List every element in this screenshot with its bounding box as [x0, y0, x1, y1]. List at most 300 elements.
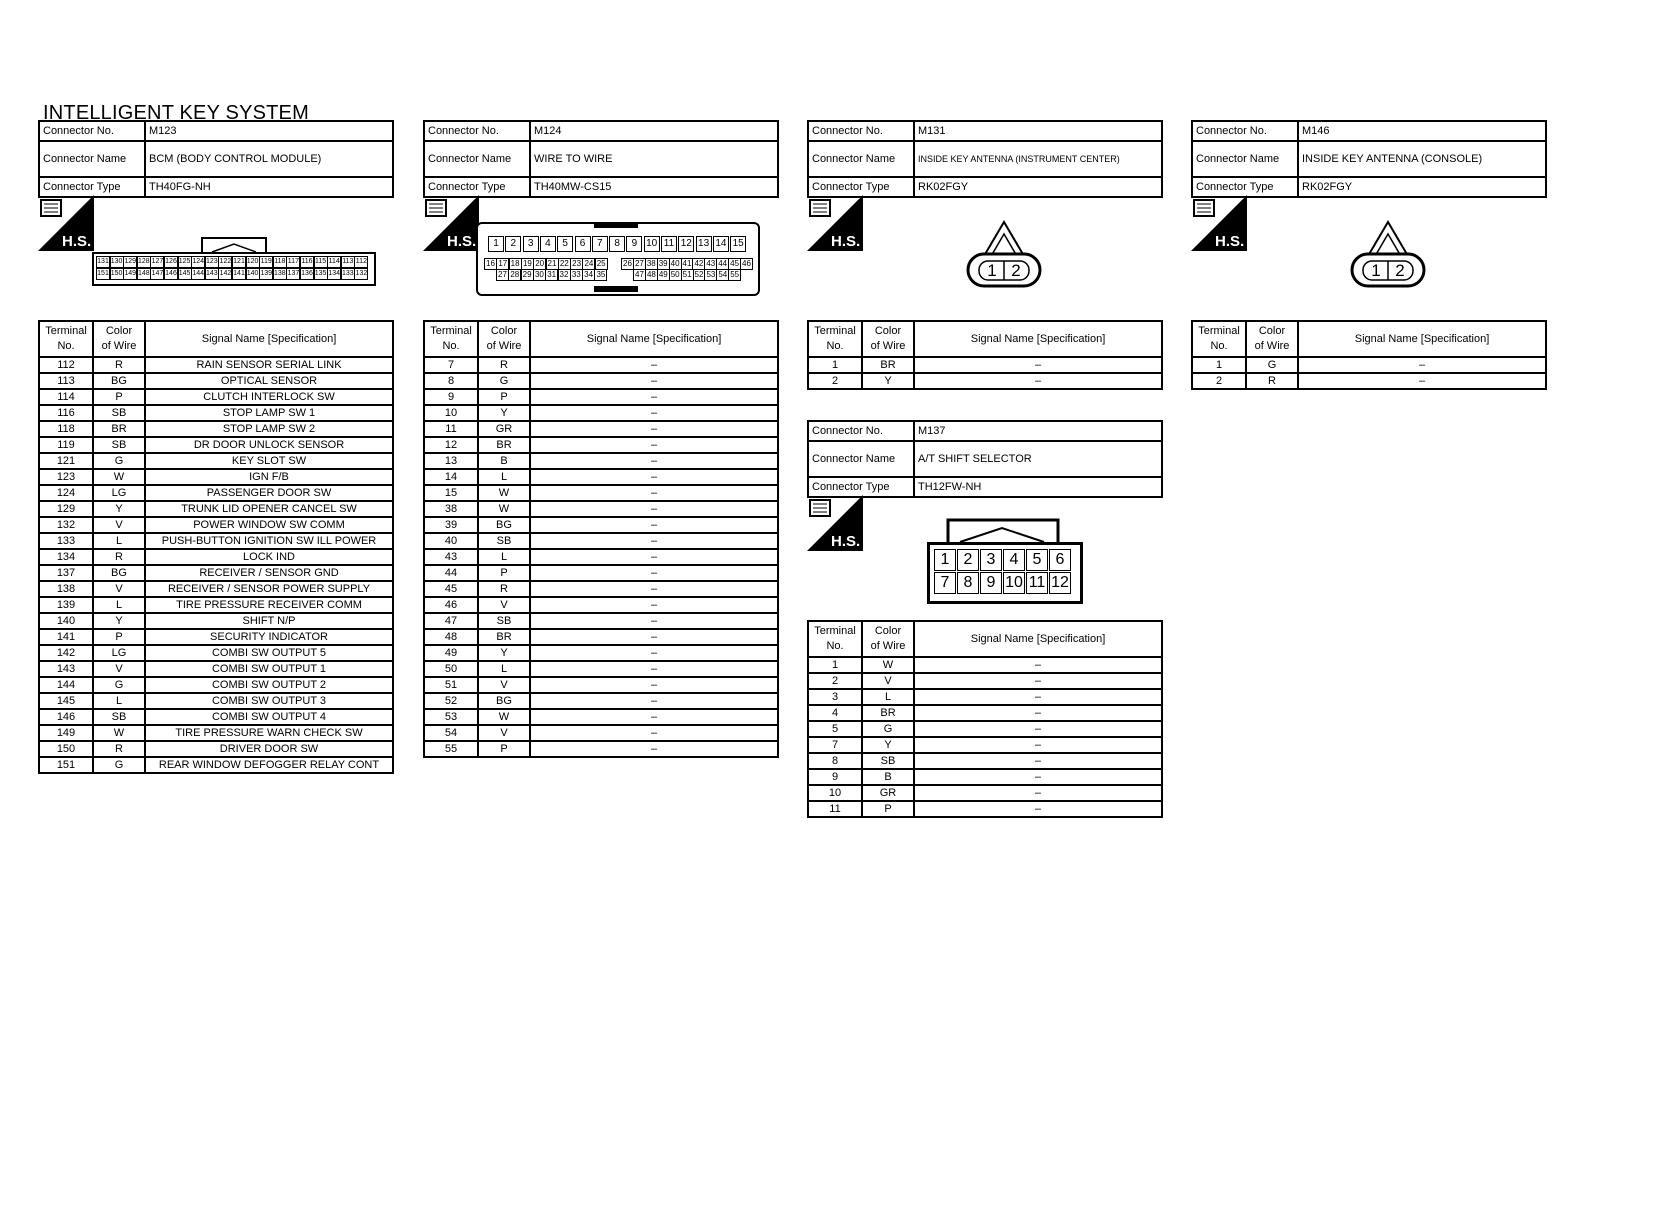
label-connector-name: Connector Name — [808, 141, 914, 177]
signal-name-cell: – — [914, 785, 1162, 801]
m124-pin: 7 — [592, 236, 608, 252]
m124-pin: 43 — [704, 258, 717, 270]
m124-pin: 19 — [521, 258, 534, 270]
signal-name-cell: – — [530, 645, 778, 661]
m137-pin: 12 — [1049, 572, 1071, 594]
m124-pin: 55 — [728, 269, 741, 281]
signal-name-cell: DR DOOR UNLOCK SENSOR — [145, 437, 393, 453]
table-row — [39, 517, 393, 533]
table-row — [424, 597, 778, 613]
signal-name-cell: COMBI SW OUTPUT 4 — [145, 709, 393, 725]
hs-label: H.S. — [447, 233, 477, 250]
table-row — [808, 373, 1162, 389]
label-connector-no: Connector No. — [424, 121, 530, 141]
m123-pin: 122 — [218, 256, 232, 268]
terminal-cell: 145 — [39, 693, 93, 709]
m123-pin: 126 — [164, 256, 178, 268]
terminal-cell: 3 — [808, 689, 862, 705]
signal-name-cell: – — [530, 389, 778, 405]
m137-signal-table — [807, 620, 1163, 818]
wire-color-cell: GR — [862, 785, 914, 801]
table-row — [39, 565, 393, 581]
m124-pin: 50 — [669, 269, 682, 281]
m124-pin: 42 — [692, 258, 705, 270]
m131-name: INSIDE KEY ANTENNA (INSTRUMENT CENTER) — [914, 141, 1162, 177]
m123-pin: 116 — [300, 256, 314, 268]
m124-pin: 21 — [546, 258, 559, 270]
signal-name-cell: – — [530, 533, 778, 549]
col-color: Color of Wire — [478, 321, 530, 357]
signal-name-cell: PASSENGER DOOR SW — [145, 485, 393, 501]
signal-name-cell: – — [530, 485, 778, 501]
m124-header — [423, 120, 779, 198]
table-row — [39, 725, 393, 741]
m124-pin: 8 — [609, 236, 625, 252]
wire-color-cell: R — [93, 357, 145, 373]
m137-header — [807, 420, 1163, 498]
signal-name-cell: – — [530, 677, 778, 693]
m124-name: WIRE TO WIRE — [530, 141, 778, 177]
signal-name-cell: – — [530, 469, 778, 485]
table-row — [424, 709, 778, 725]
terminal-cell: 141 — [39, 629, 93, 645]
wire-color-cell: BR — [93, 421, 145, 437]
terminal-cell: 114 — [39, 389, 93, 405]
m124-pin: 29 — [521, 269, 534, 281]
table-row — [424, 645, 778, 661]
table-row — [39, 421, 393, 437]
col-color: Color of Wire — [862, 321, 914, 357]
signal-name-cell: – — [530, 741, 778, 757]
m123-pin: 115 — [314, 256, 328, 268]
table-row — [424, 725, 778, 741]
wire-color-cell: SB — [93, 405, 145, 421]
table-row — [424, 357, 778, 373]
signal-name-cell: SHIFT N/P — [145, 613, 393, 629]
m124-pin: 10 — [644, 236, 660, 252]
m123-pin: 138 — [273, 268, 287, 280]
terminal-cell: 1 — [808, 357, 862, 373]
terminal-cell: 49 — [424, 645, 478, 661]
m124-pin: 28 — [508, 269, 521, 281]
m124-pin: 34 — [582, 269, 595, 281]
wire-color-cell: Y — [862, 737, 914, 753]
wire-color-cell: G — [862, 721, 914, 737]
wire-color-cell: L — [862, 689, 914, 705]
m123-pin: 132 — [354, 268, 368, 280]
signal-name-cell: – — [530, 501, 778, 517]
col-terminal: Terminal No. — [808, 621, 862, 657]
signal-name-cell: RECEIVER / SENSOR POWER SUPPLY — [145, 581, 393, 597]
table-row — [808, 689, 1162, 705]
table-row — [39, 501, 393, 517]
table-row — [808, 769, 1162, 785]
terminal-cell: 151 — [39, 757, 93, 773]
table-row — [424, 581, 778, 597]
table-row — [39, 405, 393, 421]
wire-color-cell: W — [862, 657, 914, 673]
m123-pin: 148 — [137, 268, 151, 280]
table-row — [424, 533, 778, 549]
wire-color-cell: SB — [93, 709, 145, 725]
table-row — [39, 693, 393, 709]
table-row — [39, 581, 393, 597]
table-row — [424, 565, 778, 581]
wire-color-cell: G — [478, 373, 530, 389]
m123-pin: 125 — [178, 256, 192, 268]
m123-pin: 120 — [246, 256, 260, 268]
m123-pin: 142 — [218, 268, 232, 280]
m123-pin: 146 — [164, 268, 178, 280]
m124-pin: 25 — [595, 258, 608, 270]
terminal-cell: 45 — [424, 581, 478, 597]
m123-pin: 128 — [137, 256, 151, 268]
signal-name-cell: IGN F/B — [145, 469, 393, 485]
wire-color-cell: BR — [862, 357, 914, 373]
m137-pin: 7 — [934, 572, 956, 594]
label-connector-no: Connector No. — [39, 121, 145, 141]
m123-pin: 131 — [96, 256, 110, 268]
table-row — [39, 741, 393, 757]
signal-name-cell: – — [1298, 373, 1546, 389]
wire-color-cell: SB — [478, 533, 530, 549]
m124-pin: 54 — [716, 269, 729, 281]
m137-pin: 6 — [1049, 549, 1071, 571]
terminal-cell: 9 — [424, 389, 478, 405]
terminal-cell: 7 — [808, 737, 862, 753]
m123-pin: 140 — [246, 268, 260, 280]
table-row — [424, 469, 778, 485]
col-terminal: Terminal No. — [808, 321, 862, 357]
m124-pin: 27 — [633, 258, 646, 270]
wire-color-cell: V — [93, 661, 145, 677]
terminal-cell: 2 — [808, 673, 862, 689]
m123-signal-table — [38, 320, 394, 774]
wire-color-cell: Y — [478, 645, 530, 661]
m123-pin: 121 — [232, 256, 246, 268]
m123-pin: 117 — [286, 256, 300, 268]
m123-pin: 144 — [191, 268, 205, 280]
signal-name-cell: COMBI SW OUTPUT 5 — [145, 645, 393, 661]
terminal-cell: 118 — [39, 421, 93, 437]
col-signal: Signal Name [Specification] — [1298, 321, 1546, 357]
m123-pin: 127 — [150, 256, 164, 268]
signal-name-cell: – — [1298, 357, 1546, 373]
m137-pin: 1 — [934, 549, 956, 571]
terminal-cell: 129 — [39, 501, 93, 517]
terminal-cell: 112 — [39, 357, 93, 373]
table-row — [39, 357, 393, 373]
wire-color-cell: Y — [862, 373, 914, 389]
table-row — [39, 485, 393, 501]
m124-pin: 22 — [558, 258, 571, 270]
wire-color-cell: L — [478, 549, 530, 565]
wire-color-cell: P — [478, 565, 530, 581]
signal-name-cell: STOP LAMP SW 1 — [145, 405, 393, 421]
wire-color-cell: W — [93, 469, 145, 485]
label-connector-name: Connector Name — [808, 441, 914, 477]
m124-pin: 2 — [505, 236, 521, 252]
m137-pin: 10 — [1003, 572, 1025, 594]
table-row — [39, 549, 393, 565]
wire-color-cell: L — [93, 597, 145, 613]
table-row — [808, 673, 1162, 689]
m124-pin: 16 — [484, 258, 497, 270]
m137-pin: 3 — [980, 549, 1002, 571]
wire-color-cell: V — [93, 581, 145, 597]
m124-pin: 53 — [704, 269, 717, 281]
hs-icon — [423, 195, 479, 251]
m124-type: TH40MW-CS15 — [530, 177, 778, 197]
page-title: INTELLIGENT KEY SYSTEM — [43, 102, 309, 124]
hs-label: H.S. — [62, 233, 92, 250]
m124-pin: 33 — [570, 269, 583, 281]
table-row — [39, 629, 393, 645]
m124-pin: 1 — [488, 236, 504, 252]
terminal-cell: 1 — [1192, 357, 1246, 373]
table-row — [1192, 373, 1546, 389]
signal-name-cell: – — [530, 405, 778, 421]
col-terminal: Terminal No. — [39, 321, 93, 357]
m123-pin: 133 — [341, 268, 355, 280]
signal-name-cell: RAIN SENSOR SERIAL LINK — [145, 357, 393, 373]
terminal-cell: 146 — [39, 709, 93, 725]
terminal-cell: 43 — [424, 549, 478, 565]
signal-name-cell: KEY SLOT SW — [145, 453, 393, 469]
terminal-cell: 50 — [424, 661, 478, 677]
wire-color-cell: R — [93, 549, 145, 565]
m124-pin: 17 — [496, 258, 509, 270]
terminal-cell: 38 — [424, 501, 478, 517]
terminal-cell: 149 — [39, 725, 93, 741]
terminal-cell: 46 — [424, 597, 478, 613]
terminal-cell: 143 — [39, 661, 93, 677]
terminal-cell: 12 — [424, 437, 478, 453]
table-row — [424, 421, 778, 437]
table-row — [424, 453, 778, 469]
m123-pin: 145 — [178, 268, 192, 280]
m123-pin: 118 — [273, 256, 287, 268]
m123-pin: 134 — [327, 268, 341, 280]
m123-pin: 123 — [205, 256, 219, 268]
terminal-cell: 140 — [39, 613, 93, 629]
m124-pin: 30 — [533, 269, 546, 281]
signal-name-cell: TIRE PRESSURE RECEIVER COMM — [145, 597, 393, 613]
table-row — [39, 389, 393, 405]
signal-name-cell: – — [530, 437, 778, 453]
wire-color-cell: R — [478, 357, 530, 373]
signal-name-cell: – — [914, 673, 1162, 689]
terminal-cell: 133 — [39, 533, 93, 549]
terminal-cell: 48 — [424, 629, 478, 645]
terminal-cell: 119 — [39, 437, 93, 453]
wire-color-cell: BG — [93, 565, 145, 581]
hs-label: H.S. — [831, 233, 861, 250]
wire-color-cell: W — [478, 709, 530, 725]
signal-name-cell: PUSH-BUTTON IGNITION SW ILL POWER — [145, 533, 393, 549]
terminal-cell: 10 — [424, 405, 478, 421]
wire-color-cell: L — [93, 693, 145, 709]
wire-color-cell: V — [478, 725, 530, 741]
table-row — [39, 469, 393, 485]
wire-color-cell: BG — [478, 517, 530, 533]
table-row — [424, 501, 778, 517]
signal-name-cell: – — [530, 421, 778, 437]
signal-name-cell: RECEIVER / SENSOR GND — [145, 565, 393, 581]
signal-name-cell: CLUTCH INTERLOCK SW — [145, 389, 393, 405]
label-connector-name: Connector Name — [1192, 141, 1298, 177]
wire-color-cell: B — [862, 769, 914, 785]
terminal-cell: 8 — [808, 753, 862, 769]
m137-pin: 9 — [980, 572, 1002, 594]
col-signal: Signal Name [Specification] — [914, 621, 1162, 657]
terminal-cell: 54 — [424, 725, 478, 741]
wire-color-cell: Y — [478, 405, 530, 421]
wire-color-cell: R — [1246, 373, 1298, 389]
table-row — [424, 677, 778, 693]
wire-color-cell: L — [93, 533, 145, 549]
m137-pin: 11 — [1026, 572, 1048, 594]
wire-color-cell: SB — [862, 753, 914, 769]
hs-icon — [1191, 195, 1247, 251]
m146-header — [1191, 120, 1547, 198]
m124-pin: 45 — [728, 258, 741, 270]
m124-pin: 32 — [558, 269, 571, 281]
signal-name-cell: – — [530, 613, 778, 629]
m124-pin: 23 — [570, 258, 583, 270]
signal-name-cell: – — [914, 689, 1162, 705]
col-terminal: Terminal No. — [424, 321, 478, 357]
terminal-cell: 137 — [39, 565, 93, 581]
terminal-cell: 11 — [424, 421, 478, 437]
col-signal: Signal Name [Specification] — [145, 321, 393, 357]
signal-name-cell: – — [914, 657, 1162, 673]
m131-pin: 1 — [987, 261, 997, 280]
signal-name-cell: – — [530, 725, 778, 741]
m131-signal-table — [807, 320, 1163, 390]
wire-color-cell: G — [93, 453, 145, 469]
signal-name-cell: TRUNK LID OPENER CANCEL SW — [145, 501, 393, 517]
m124-pin: 9 — [626, 236, 642, 252]
signal-name-cell: – — [914, 753, 1162, 769]
hs-icon — [807, 495, 863, 551]
m123-pin: 124 — [191, 256, 205, 268]
terminal-cell: 138 — [39, 581, 93, 597]
wire-color-cell: SB — [93, 437, 145, 453]
m137-no: M137 — [914, 421, 1162, 441]
terminal-cell: 123 — [39, 469, 93, 485]
terminal-cell: 44 — [424, 565, 478, 581]
col-terminal: Terminal No. — [1192, 321, 1246, 357]
m124-pin: 4 — [540, 236, 556, 252]
signal-name-cell: STOP LAMP SW 2 — [145, 421, 393, 437]
terminal-cell: 142 — [39, 645, 93, 661]
signal-name-cell: – — [914, 801, 1162, 817]
wire-color-cell: W — [478, 485, 530, 501]
terminal-cell: 52 — [424, 693, 478, 709]
wire-color-cell: GR — [478, 421, 530, 437]
terminal-cell: 121 — [39, 453, 93, 469]
table-row — [39, 373, 393, 389]
terminal-cell: 150 — [39, 741, 93, 757]
wire-color-cell: BR — [478, 437, 530, 453]
m124-pin: 3 — [523, 236, 539, 252]
table-row — [424, 437, 778, 453]
m124-pin: 14 — [713, 236, 729, 252]
signal-name-cell: – — [530, 453, 778, 469]
terminal-cell: 40 — [424, 533, 478, 549]
table-row — [39, 661, 393, 677]
m131-pin: 2 — [1011, 261, 1021, 280]
signal-name-cell: – — [914, 769, 1162, 785]
signal-name-cell: COMBI SW OUTPUT 3 — [145, 693, 393, 709]
m123-pin: 150 — [110, 268, 124, 280]
hs-icon — [38, 195, 94, 251]
m124-pin: 46 — [740, 258, 753, 270]
terminal-cell: 7 — [424, 357, 478, 373]
wire-color-cell: P — [93, 389, 145, 405]
m123-name: BCM (BODY CONTROL MODULE) — [145, 141, 393, 177]
terminal-cell: 51 — [424, 677, 478, 693]
m123-pin: 141 — [232, 268, 246, 280]
terminal-cell: 139 — [39, 597, 93, 613]
wire-color-cell: V — [478, 677, 530, 693]
m124-signal-table — [423, 320, 779, 758]
m124-pin: 40 — [669, 258, 682, 270]
m137-pin: 2 — [957, 549, 979, 571]
wire-color-cell: SB — [478, 613, 530, 629]
signal-name-cell: COMBI SW OUTPUT 2 — [145, 677, 393, 693]
label-connector-name: Connector Name — [39, 141, 145, 177]
m124-pin: 6 — [575, 236, 591, 252]
table-row — [424, 405, 778, 421]
wire-color-cell: P — [478, 389, 530, 405]
signal-name-cell: – — [530, 565, 778, 581]
m124-pin: 5 — [557, 236, 573, 252]
table-row — [808, 657, 1162, 673]
signal-name-cell: – — [530, 709, 778, 725]
m137-name: A/T SHIFT SELECTOR — [914, 441, 1162, 477]
signal-name-cell: DRIVER DOOR SW — [145, 741, 393, 757]
m124-pin: 27 — [496, 269, 509, 281]
m124-pin: 51 — [681, 269, 694, 281]
table-row — [424, 389, 778, 405]
m124-pin: 26 — [621, 258, 634, 270]
wire-color-cell: R — [93, 741, 145, 757]
table-row — [424, 613, 778, 629]
table-row — [424, 629, 778, 645]
signal-name-cell: – — [530, 629, 778, 645]
m124-pin: 52 — [693, 269, 706, 281]
wire-color-cell: BR — [862, 705, 914, 721]
terminal-cell: 14 — [424, 469, 478, 485]
terminal-cell: 4 — [808, 705, 862, 721]
table-row — [39, 645, 393, 661]
terminal-cell: 132 — [39, 517, 93, 533]
wire-color-cell: BG — [478, 693, 530, 709]
label-connector-name: Connector Name — [424, 141, 530, 177]
terminal-cell: 5 — [808, 721, 862, 737]
m123-pin: 137 — [286, 268, 300, 280]
m123-type: TH40FG-NH — [145, 177, 393, 197]
m137-pin: 8 — [957, 572, 979, 594]
signal-name-cell: – — [530, 517, 778, 533]
m124-pin: 20 — [533, 258, 546, 270]
m123-pin: 130 — [110, 256, 124, 268]
label-connector-no: Connector No. — [808, 421, 914, 441]
m131-no: M131 — [914, 121, 1162, 141]
wire-color-cell: G — [93, 757, 145, 773]
